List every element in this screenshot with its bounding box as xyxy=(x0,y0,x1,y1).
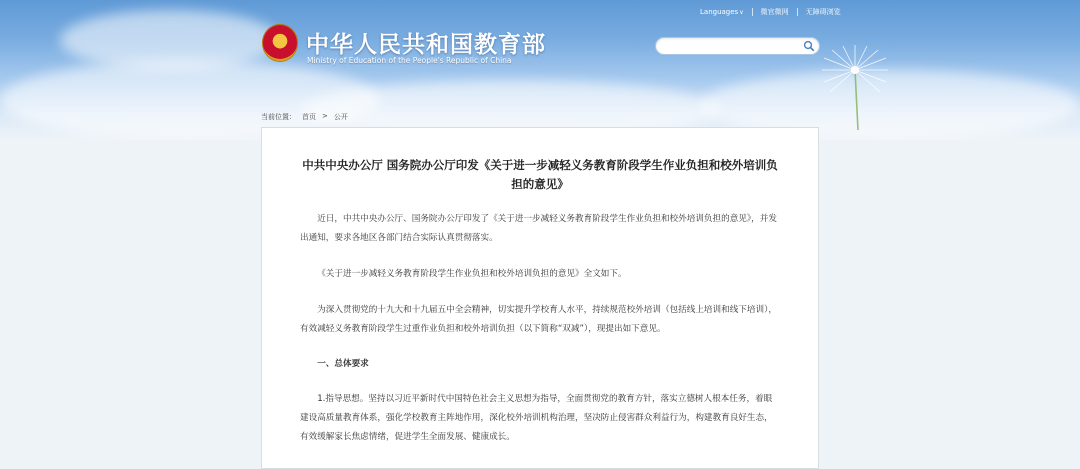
chevron-down-icon: ∨ xyxy=(739,9,744,16)
article-title: 中共中央办公厅 国务院办公厅印发《关于进一步减轻义务教育阶段学生作业负担和校外培训负担的意见》 xyxy=(302,158,778,191)
link-weibo-weixin[interactable]: 微官微网 xyxy=(760,8,789,16)
site-subtitle: Ministry of Education of the People's Republic of China xyxy=(307,56,512,65)
search-box xyxy=(655,37,820,55)
article-paragraph: 1.指导思想。坚持以习近平新时代中国特色社会主义思想为指导，全面贯彻党的教育方针，落实立德树人根本任务，着眼建设高质量教育体系，强化学校教育主阵地作用，深化校外培训机构治理，坚决防止侵害群众利益行为，构建教育良好生态，有效缓解家长焦虑情绪，促进学生全面发展、健康成长。 xyxy=(300,394,773,442)
divider xyxy=(752,8,753,16)
link-accessibility[interactable]: 无障碍浏览 xyxy=(805,8,841,16)
languages-menu[interactable] xyxy=(700,8,744,16)
article-panel xyxy=(261,127,819,469)
site-title[interactable]: 中华人民共和国教育部 xyxy=(306,32,546,58)
article-paragraph: 《关于进一步减轻义务教育阶段学生作业负担和校外培训负担的意见》全文如下。 xyxy=(317,269,627,279)
top-links xyxy=(700,7,841,17)
breadcrumb-prefix: 当前位置： xyxy=(261,113,296,121)
national-emblem-icon xyxy=(262,24,298,62)
languages-label: Languages xyxy=(700,8,739,16)
search-input[interactable] xyxy=(664,43,808,59)
article-paragraph: 近日，中共中央办公厅、国务院办公厅印发了《关于进一步减轻义务教育阶段学生作业负担和校外培训负担的意见》，并发出通知，要求各地区各部门结合实际认真贯彻落实。 xyxy=(300,214,777,243)
breadcrumb-home[interactable]: 首页 xyxy=(302,113,316,121)
article-paragraph: 为深入贯彻党的十九大和十九届五中全会精神，切实提升学校育人水平，持续规范校外培训（包括线上培训和线下培训），有效减轻义务教育阶段学生过重作业负担和校外培训负担（以下简称“双减”），现提出如下意见。 xyxy=(300,305,777,334)
breadcrumb-current[interactable]: 公开 xyxy=(333,113,348,121)
header-banner xyxy=(0,0,1080,140)
section-heading: 一、总体要求 xyxy=(317,359,369,369)
breadcrumb xyxy=(261,112,348,122)
divider xyxy=(797,8,798,16)
breadcrumb-separator: > xyxy=(322,112,328,120)
search-icon[interactable] xyxy=(803,40,815,52)
dandelion-icon xyxy=(810,40,900,130)
